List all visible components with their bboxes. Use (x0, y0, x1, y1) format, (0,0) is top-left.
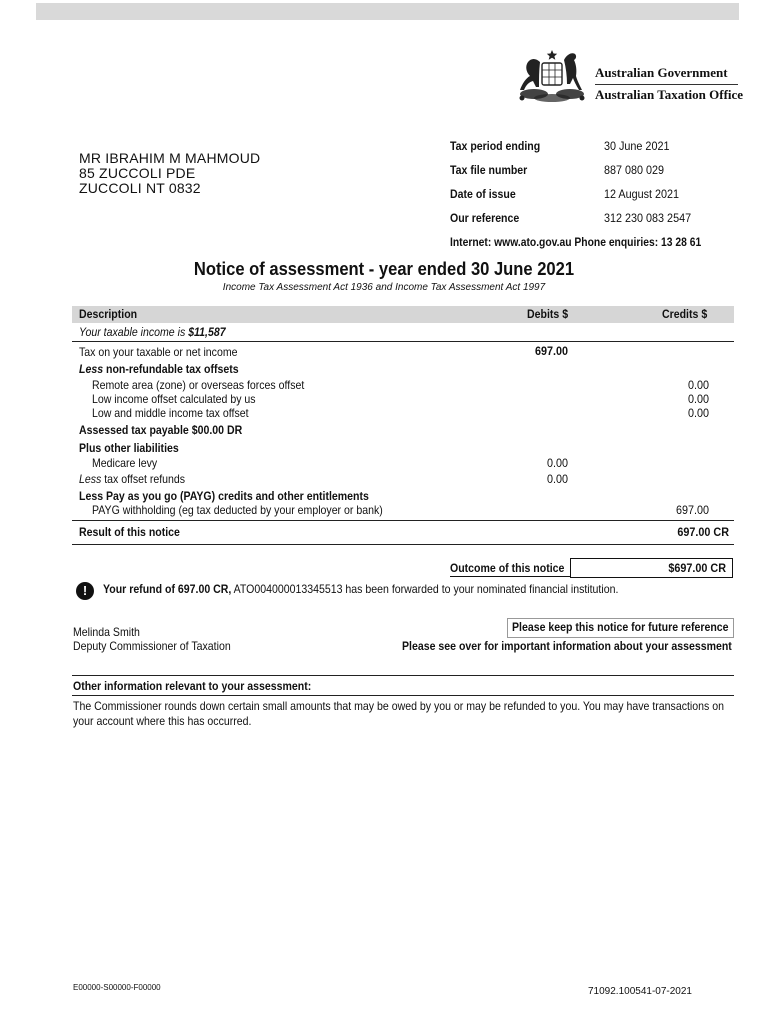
refund-amount: Your refund of 697.00 CR, (103, 582, 232, 596)
table-divider (72, 520, 734, 521)
address-line: 85 ZUCCOLI PDE (79, 165, 196, 181)
issue-date-value: 12 August 2021 (604, 187, 680, 201)
taxable-income-label: Your taxable income is (79, 325, 189, 339)
other-info-body-line: The Commissioner rounds down certain small amounts that may be owed by you or may be refunded to you. You may have transactions on (73, 699, 724, 713)
column-header-credits: Credits $ (662, 307, 708, 321)
reference-label: Our reference (450, 211, 520, 225)
column-header-description: Description (79, 307, 138, 321)
plus-other-liabilities: Plus other liabilities (79, 441, 179, 455)
other-info-heading: Other information relevant to your assessment: (73, 679, 312, 693)
section-divider (72, 675, 734, 676)
tax-period-label: Tax period ending (450, 139, 541, 153)
tax-offset-refunds-debit: 0.00 (546, 472, 568, 486)
taxable-income-value: $11,587 (188, 325, 226, 339)
refund-message (103, 582, 618, 596)
coat-of-arms-icon (512, 48, 592, 106)
tfn-label: Tax file number (450, 163, 528, 177)
outcome-label: Outcome of this notice (450, 561, 565, 575)
medicare-levy-label: Medicare levy (92, 456, 158, 470)
offset-remote-area: Remote area (zone) or overseas forces offset (92, 378, 305, 392)
taxable-income-row (79, 325, 226, 339)
offsets-heading (79, 362, 239, 376)
see-over-text: Please see over for important information about your assessment (402, 639, 732, 653)
signatory-name: Melinda Smith (73, 625, 140, 639)
tax-offset-refunds (79, 472, 185, 486)
table-divider (72, 341, 734, 342)
agency-name: Australian Taxation Office (595, 87, 744, 102)
footer-left-code: E00000-S00000-F00000 (73, 983, 161, 992)
refund-details: ATO004000013345513 has been forwarded to your nominated financial institution. (231, 582, 619, 596)
address-line: MR IBRAHIM M MAHMOUD (79, 150, 261, 166)
result-label: Result of this notice (79, 525, 180, 539)
assessed-tax-payable: Assessed tax payable $00.00 DR (79, 423, 243, 437)
exclamation-icon: ! (76, 582, 94, 600)
page-subtitle: Income Tax Assessment Act 1936 and Income Tax Assessment Act 1997 (222, 282, 546, 293)
column-header-debits: Debits $ (527, 307, 569, 321)
tfn-value: 887 080 029 (604, 163, 665, 177)
signatory-role: Deputy Commissioner of Taxation (73, 639, 231, 653)
payg-heading: Less Pay as you go (PAYG) credits and other entitlements (79, 489, 369, 503)
keep-notice-text: Please keep this notice for future reference (512, 620, 729, 634)
result-value: 697.00 CR (677, 525, 729, 539)
reference-value: 312 230 083 2547 (604, 211, 692, 225)
other-info-body-line: your account where this has occurred. (73, 714, 252, 728)
address-line: ZUCCOLI NT 0832 (79, 180, 201, 196)
contact-line: Internet: www.ato.gov.au Phone enquiries: 13 28 61 (450, 235, 702, 249)
footer-right-code: 71092.100541-07-2021 (588, 986, 692, 997)
tax-on-income-label: Tax on your taxable or net income (79, 345, 238, 359)
tax-on-income-debit: 697.00 (534, 344, 568, 358)
less-word: Less (79, 472, 102, 486)
offset-remote-area-credit: 0.00 (687, 378, 709, 392)
top-grey-bar (36, 3, 739, 20)
medicare-levy-debit: 0.00 (546, 456, 568, 470)
tax-offset-refunds-text: tax offset refunds (101, 472, 186, 486)
offset-low-middle-credit: 0.00 (687, 406, 709, 420)
offset-low-income-credit: 0.00 (687, 392, 709, 406)
page-title: Notice of assessment - year ended 30 June 2021 (193, 259, 575, 279)
government-logo (512, 48, 742, 108)
outcome-underline (450, 576, 570, 577)
payg-withholding-credit: 697.00 (675, 503, 709, 517)
tax-period-value: 30 June 2021 (604, 139, 670, 153)
offset-low-middle: Low and middle income tax offset (92, 406, 249, 420)
offsets-heading-text: non-refundable tax offsets (103, 362, 239, 376)
logo-divider (595, 84, 738, 85)
offset-low-income: Low income offset calculated by us (92, 392, 256, 406)
gov-name: Australian Government (595, 65, 728, 80)
payg-withholding-label: PAYG withholding (eg tax deducted by your employer or bank) (92, 503, 383, 517)
table-header (72, 306, 734, 323)
recipient-address (79, 151, 260, 196)
less-word: Less (79, 362, 104, 376)
section-divider (72, 695, 734, 696)
table-divider (72, 544, 734, 545)
issue-date-label: Date of issue (450, 187, 516, 201)
outcome-value: $697.00 CR (668, 561, 726, 575)
